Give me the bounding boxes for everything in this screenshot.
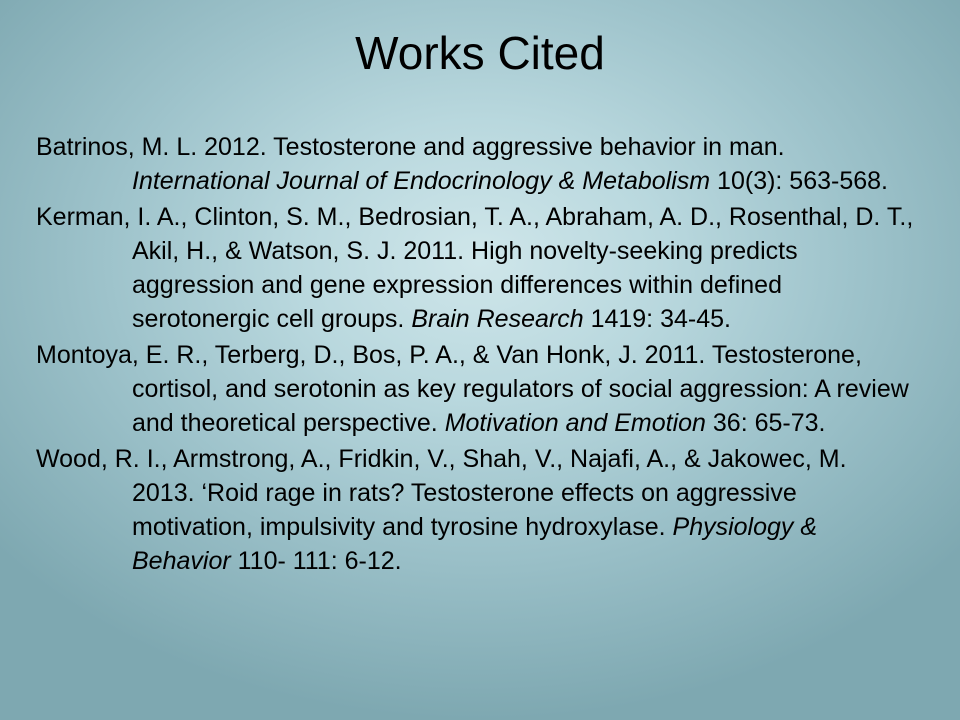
reference-text: Wood, R. I., Armstrong, A., Fridkin, V., Shah, V., Najafi, A., & Jakowec, M. 2013. ‘Roid rage in rats? Testosterone effects on aggressive motivation, impulsivity and tyrosine hydroxylase.	[36, 445, 847, 541]
reference-item	[36, 130, 916, 198]
reference-item	[36, 200, 916, 336]
reference-text: Batrinos, M. L. 2012. Testosterone and aggressive behavior in man.	[36, 133, 785, 161]
reference-list	[36, 130, 916, 580]
reference-text: Kerman, I. A., Clinton, S. M., Bedrosian, T. A., Abraham, A. D., Rosenthal, D. T., Akil, H., & Watson, S. J. 2011. High novelty-seeking predicts aggression and gene expression differences within defined serotonergic cell groups.	[36, 203, 914, 333]
reference-item	[36, 338, 916, 440]
reference-text: Montoya, E. R., Terberg, D., Bos, P. A., & Van Honk, J. 2011. Testosterone, cortisol, and serotonin as key regulators of social aggression: A review and theoretical perspective.	[36, 341, 909, 437]
journal-title: Motivation and Emotion	[444, 409, 706, 437]
reference-volume-pages: 10(3): 563-568.	[710, 167, 889, 195]
slide-title: Works Cited	[355, 27, 605, 79]
reference-volume-pages: 36: 65-73.	[705, 409, 826, 437]
journal-title: Brain Research	[411, 305, 584, 333]
reference-item	[36, 442, 916, 578]
journal-title: Physiology & Behavior	[132, 513, 818, 575]
reference-volume-pages: 1419: 34-45.	[583, 305, 731, 333]
journal-title: International Journal of Endocrinology & Metabolism	[132, 167, 711, 195]
reference-volume-pages: 110- 111: 6-12.	[230, 547, 402, 575]
